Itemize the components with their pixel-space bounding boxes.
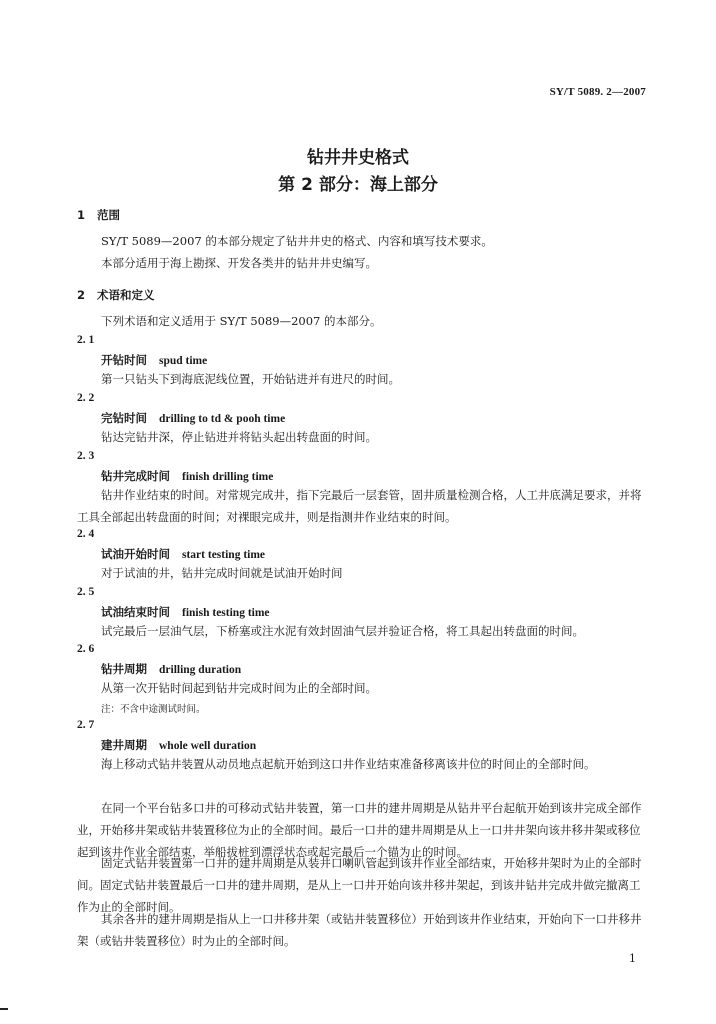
document-subtitle: 第 2 部分：海上部分 — [278, 175, 438, 195]
term-zh: 试油结束时间 — [101, 605, 170, 619]
term-heading — [101, 468, 273, 484]
term-zh: 钻井完成时间 — [101, 469, 170, 483]
term-paragraph: 在同一个平台钻多口井的可移动式钻井装置，第一口井的建井周期是从钻井平台起航开始到该井完成全部作业，开始移井架或钻井装置移位为止的全部时间。最后一口井的建井周期是从上一口井井架向该井移井架或移位起到该井作业全部结束，举船拔桩到漂浮状态或起完最后一个锚为止的时间。 — [77, 801, 642, 859]
term-heading — [101, 737, 256, 753]
section-number: 2 — [77, 288, 86, 302]
term-definition: 对于试油的井，钻井完成时间就是试油开始时间 — [101, 566, 343, 580]
term-number: 2. 5 — [77, 586, 95, 598]
term-heading — [101, 604, 270, 620]
standard-code: SY/T 5089. 2—2007 — [549, 86, 646, 98]
page-number: 1 — [629, 952, 636, 965]
term-definition: 试完最后一层油气层，下桥塞或注水泥有效封固油气层并验证合格，将工具起出转盘面的时间。 — [101, 624, 584, 638]
term-definition: 海上移动式钻井装置从动员地点起航开始到这口井作业结束准备移离该井位的时间止的全部时间。 — [101, 757, 596, 771]
term-en: finish drilling time — [182, 471, 274, 483]
term-number: 2. 1 — [77, 334, 95, 346]
term-number: 2. 6 — [77, 643, 95, 655]
term-heading — [101, 661, 241, 677]
section-1-paragraph-1: SY/T 5089—2007 的本部分规定了钻井井史的格式、内容和填写技术要求。 — [101, 234, 493, 248]
term-note: 注：不含中途测试时间。 — [101, 704, 206, 715]
term-zh: 试油开始时间 — [101, 547, 170, 561]
section-2-paragraph-1: 下列术语和定义适用于 SY/T 5089—2007 的本部分。 — [101, 314, 382, 328]
term-definition: 钻达完钻井深，停止钻进并将钻头起出转盘面的时间。 — [101, 430, 377, 444]
term-en: drilling to td & pooh time — [159, 413, 286, 425]
section-1-heading — [77, 207, 120, 223]
term-number: 2. 4 — [77, 528, 95, 540]
section-1-paragraph-2: 本部分适用于海上勘探、开发各类井的钻井井史编写。 — [101, 256, 377, 270]
scan-edge-mark — [0, 1008, 8, 1010]
term-number: 2. 7 — [77, 719, 95, 731]
term-zh: 完钻时间 — [101, 411, 147, 425]
term-zh: 开钻时间 — [101, 353, 147, 367]
term-heading — [101, 352, 207, 368]
term-definition: 钻井作业结束的时间。对常规完成井，指下完最后一层套管，固井质量检测合格，人工井底满足要求，并将工具全部起出转盘面的时间；对裸眼完成井，则是指测井作业结束的时间。 — [77, 488, 642, 524]
term-en: whole well duration — [159, 740, 257, 752]
section-title: 范围 — [97, 208, 120, 222]
term-en: finish testing time — [182, 607, 270, 619]
term-paragraph: 其余各井的建井周期是指从上一口井移井架（或钻井装置移位）开始到该井作业结束，开始向下一口井移井架（或钻井装置移位）时为止的全部时间。 — [77, 912, 642, 948]
term-heading — [101, 410, 285, 426]
term-number: 2. 3 — [77, 450, 95, 462]
section-title: 术语和定义 — [97, 288, 155, 302]
section-number: 1 — [77, 208, 86, 222]
term-en: spud time — [159, 355, 208, 367]
term-heading — [101, 546, 265, 562]
term-definition: 从第一次开钻时间起到钻井完成时间为止的全部时间。 — [101, 681, 377, 695]
term-en: drilling duration — [159, 664, 242, 676]
section-2-heading — [77, 287, 155, 303]
term-number: 2. 2 — [77, 392, 95, 404]
term-en: start testing time — [182, 549, 266, 561]
term-definition: 第一只钻头下到海底泥线位置，开始钻进并有进尺的时间。 — [101, 372, 400, 386]
term-paragraph: 固定式钻井装置第一口井的建井周期是从装井口喇叭管起到该井作业全部结束，开始移井架时为止的全部时间。固定式钻井装置最后一口井的建井周期，是从上一口井开始向该井移井架起，到该井钻井完成井做完撤离工作为止的全部时间。 — [77, 856, 642, 914]
term-zh: 钻井周期 — [101, 662, 147, 676]
term-zh: 建井周期 — [101, 738, 147, 752]
document-title: 钻井井史格式 — [307, 148, 409, 168]
